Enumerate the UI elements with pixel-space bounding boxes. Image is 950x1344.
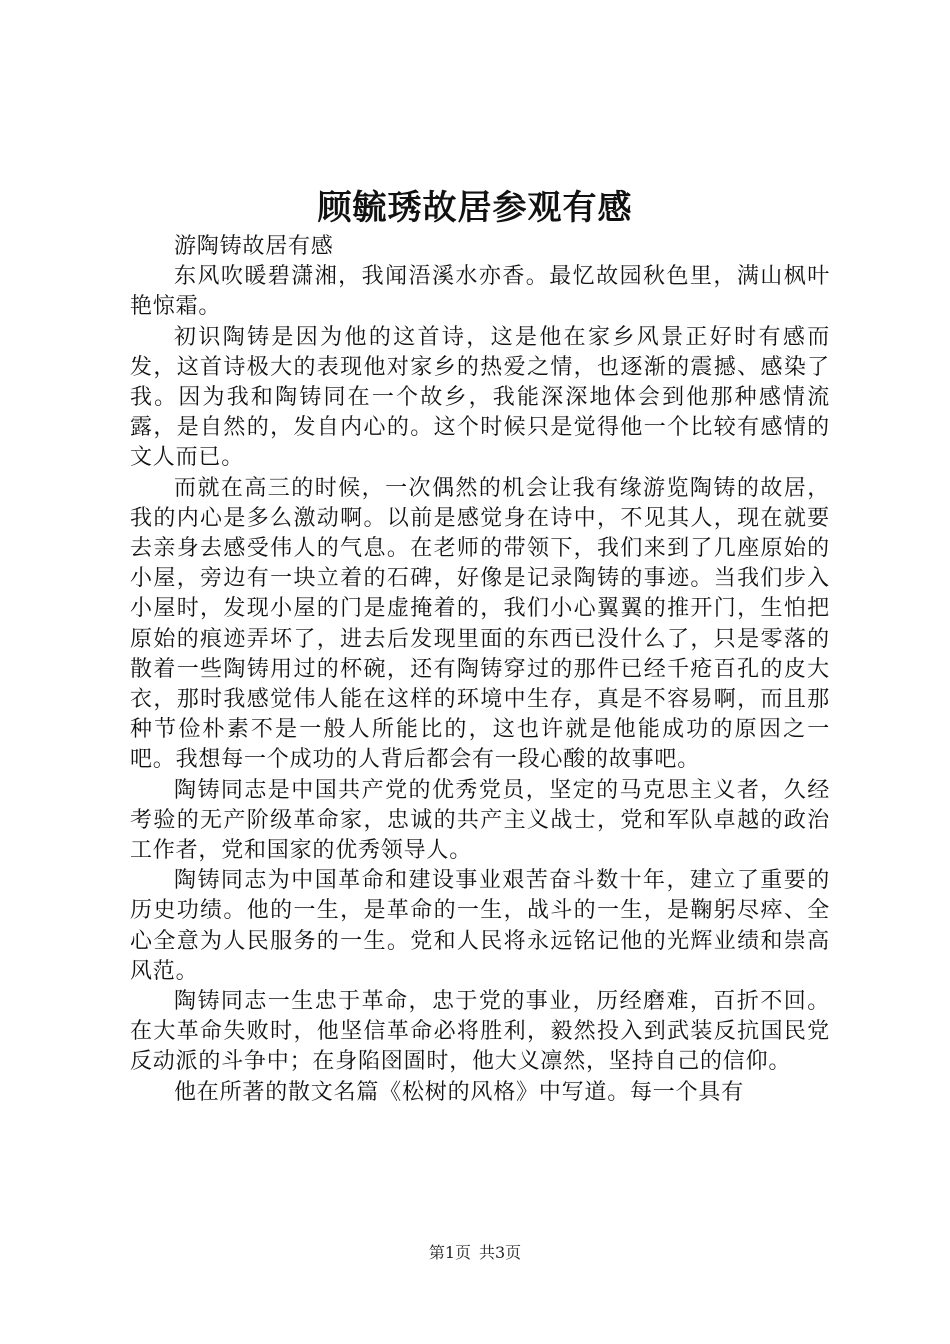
paragraph: 陶铸同志是中国共产党的优秀党员，坚定的马克思主义者，久经考验的无产阶级革命家，忠诚的共产主义战士，党和军队卓越的政治工作者，党和国家的优秀领导人。 — [130, 777, 830, 864]
page-footer — [0, 1242, 950, 1264]
paragraph: 陶铸同志一生忠于革命，忠于党的事业，历经磨难，百折不回。在大革命失败时，他坚信革命必将胜利，毅然投入到武装反抗国民党反动派的斗争中；在身陷囹圄时，他大义凛然，坚持自己的信仰。 — [130, 989, 830, 1075]
page-total: 共3页 — [479, 1243, 522, 1262]
document-title: 顾毓琇故居参观有感 — [317, 188, 633, 228]
document-body — [130, 232, 830, 1108]
paragraph: 他在所著的散文名篇《松树的风格》中写道。每一个具有 — [174, 1079, 745, 1105]
paragraph: 初识陶铸是因为他的这首诗，这是他在家乡风景正好时有感而发，这首诗极大的表现他对家乡的热爱之情，也逐渐的震撼、感染了我。因为我和陶铸同在一个故乡，我能深深地体会到他那种感情流露，是自然的，发自内心的。这个时候只是觉得他一个比较有感情的文人而已。 — [130, 324, 830, 471]
paragraph: 而就在高三的时候，一次偶然的机会让我有缘游览陶铸的故居，我的内心是多么激动啊。以前是感觉身在诗中，不见其人，现在就要去亲身去感受伟人的气息。在老师的带领下，我们来到了几座原始的小屋，旁边有一块立着的石碑，好像是记录陶铸的事迹。当我们步入小屋时，发现小屋的门是虚掩着的，我们小心翼翼的推开门，生怕把原始的痕迹弄坏了，进去后发现里面的东西已没什么了，只是零落的散着一些陶铸用过的杯碗，还有陶铸穿过的那件已经千疮百孔的皮大衣，那时我感觉伟人能在这样的环境中生存，真是不容易啊，而且那种节俭朴素不是一般人所能比的，这也许就是他能成功的原因之一吧。我想每一个成功的人背后都会有一段心酸的故事吧。 — [130, 475, 830, 773]
paragraph-poem: 东风吹暖碧潇湘，我闻浯溪水亦香。最忆故园秋色里，满山枫叶艳惊霜。 — [130, 264, 830, 320]
page-number: 第1页 — [428, 1243, 471, 1262]
paragraph: 陶铸同志为中国革命和建设事业艰苦奋斗数十年，建立了重要的历史功绩。他的一生，是革命的一生，战斗的一生，是鞠躬尽瘁、全心全意为人民服务的一生。党和人民将永远铭记他的光辉业绩和崇高风范。 — [130, 868, 830, 984]
paragraph-subtitle: 游陶铸故居有感 — [174, 234, 334, 259]
